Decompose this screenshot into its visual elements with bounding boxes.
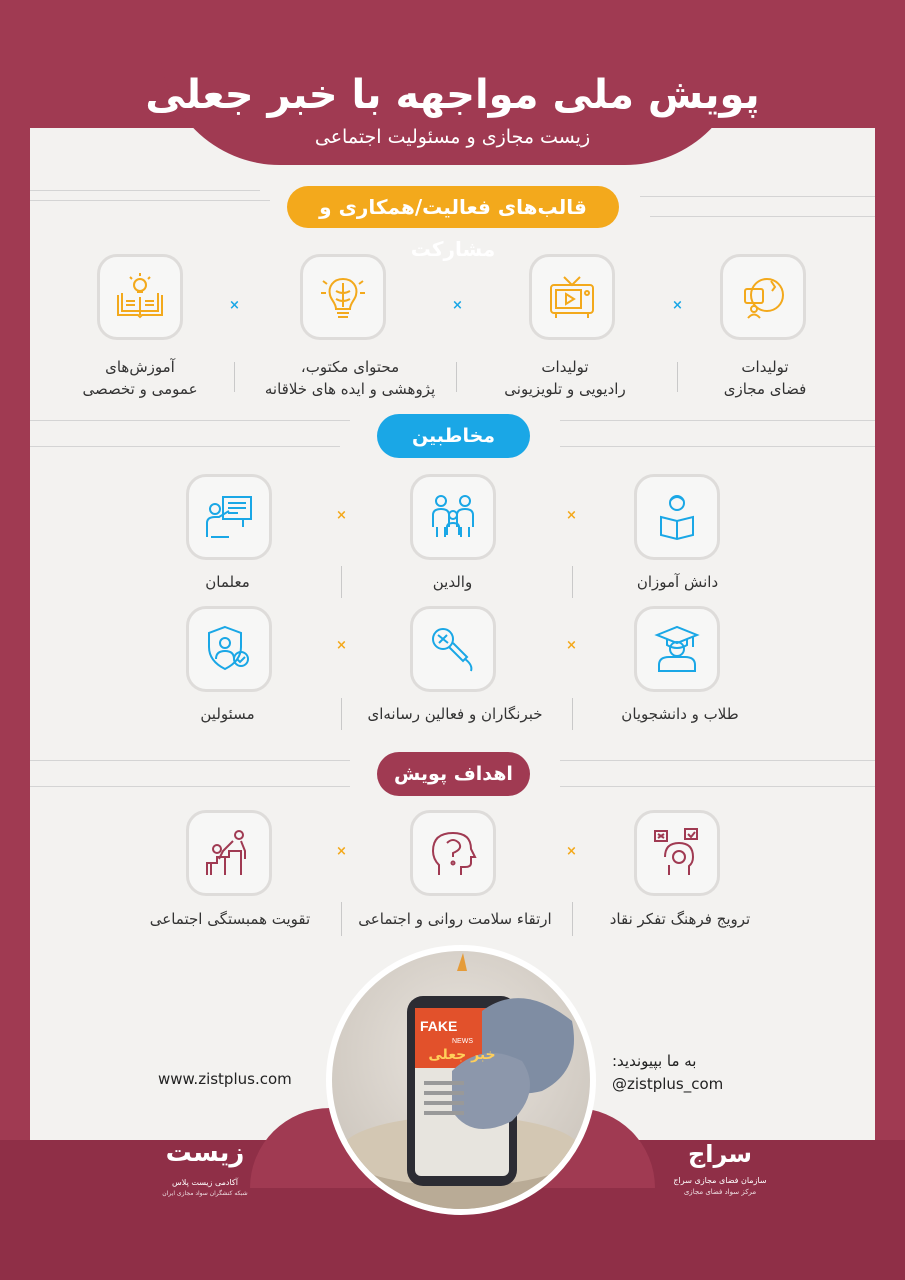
mental-health-icon	[427, 827, 479, 879]
separator	[234, 362, 235, 392]
divider	[560, 760, 875, 761]
website-link[interactable]: www.zistplus.com	[158, 1070, 292, 1088]
card-seminarians	[634, 606, 720, 692]
separator-x: ×	[672, 298, 683, 313]
divider	[560, 786, 875, 787]
divider	[30, 420, 350, 421]
audience-heading: مخاطبین	[377, 414, 530, 458]
news-word: NEWS	[452, 1038, 473, 1045]
card-students	[634, 474, 720, 560]
brain-bulb-icon	[317, 271, 369, 323]
format-label: تولیدات رادیویی و تلویزیونی	[504, 358, 626, 398]
fake-news-illustration	[326, 945, 596, 1215]
separator	[572, 698, 573, 730]
separator	[341, 902, 342, 936]
fake-news-fa: خبر جعلی	[428, 1047, 496, 1063]
family-icon	[427, 491, 479, 543]
divider	[560, 420, 875, 421]
digital-space-icon	[737, 271, 789, 323]
zistplus-logo: زیست	[165, 1138, 245, 1168]
audience-label: مسئولین	[200, 705, 255, 723]
card-digital-space	[720, 254, 806, 340]
separator	[572, 902, 573, 936]
divider	[30, 786, 350, 787]
critical-thinking-icon	[651, 827, 703, 879]
microphone-icon	[427, 623, 479, 675]
separator-x: ×	[566, 638, 577, 653]
seraj-line1: سازمان فضای مجازی سراج	[673, 1176, 767, 1185]
audience-label: دانش آموزان	[636, 573, 719, 591]
seraj-line2: مرکز سواد فضای مجازی	[683, 1188, 757, 1196]
page-title: پویش ملی مواجهه با خبر جعلی	[145, 72, 760, 118]
format-label: آموزش‌های عمومی و تخصصی	[82, 358, 198, 398]
fake-news-picture	[332, 951, 590, 1209]
audience-label: خبرنگاران و فعالین رسانه‌ای	[367, 705, 543, 723]
divider	[560, 446, 875, 447]
seraj-logo: سراج	[687, 1140, 753, 1168]
card-tv	[529, 254, 615, 340]
goals-heading: اهداف پویش	[377, 752, 530, 796]
goal-label: ارتقاء سلامت روانی و اجتماعی	[358, 910, 552, 928]
separator-x: ×	[336, 844, 347, 859]
solidarity-icon	[203, 827, 255, 879]
card-mental-health	[410, 810, 496, 896]
formats-heading: قالب‌های فعالیت/همکاری و مشارکت	[287, 186, 619, 228]
card-journalists	[410, 606, 496, 692]
separator	[341, 566, 342, 598]
shield-person-icon	[203, 623, 255, 675]
student-reading-icon	[651, 491, 703, 543]
separator-x: ×	[566, 844, 577, 859]
goal-label: تقویت همبستگی اجتماعی	[149, 910, 311, 928]
tv-icon	[546, 271, 598, 323]
audience-label: طلاب و دانشجویان	[621, 705, 739, 723]
card-book-bulb	[97, 254, 183, 340]
divider	[650, 216, 875, 217]
zistplus-line1: آکادمی زیست پلاس	[172, 1178, 238, 1187]
separator-x: ×	[336, 508, 347, 523]
fake-word: FAKE	[420, 1018, 458, 1034]
format-label: محتوای مکتوب، پژوهشی و ایده های خلاقانه	[264, 358, 436, 398]
divider	[30, 200, 270, 201]
card-officials	[186, 606, 272, 692]
format-label: تولیدات فضای مجازی	[723, 358, 807, 398]
card-teachers	[186, 474, 272, 560]
separator-x: ×	[336, 638, 347, 653]
divider	[30, 190, 260, 191]
card-critical-thinking	[634, 810, 720, 896]
book-bulb-icon	[114, 271, 166, 323]
separator	[341, 698, 342, 730]
goal-label: ترویج فرهنگ تفکر نقاد	[609, 910, 751, 928]
card-brain-bulb	[300, 254, 386, 340]
zistplus-line2: شبکه کنشگران سواد مجازی ایران	[162, 1190, 248, 1197]
card-parents	[410, 474, 496, 560]
audience-label: والدین	[432, 573, 473, 591]
separator	[677, 362, 678, 392]
divider	[30, 446, 340, 447]
separator	[572, 566, 573, 598]
separator-x: ×	[452, 298, 463, 313]
teacher-icon	[203, 491, 255, 543]
graduate-icon	[651, 623, 703, 675]
separator-x: ×	[229, 298, 240, 313]
separator-x: ×	[566, 508, 577, 523]
card-solidarity	[186, 810, 272, 896]
join-text: به ما بپیوندید:	[612, 1052, 697, 1070]
social-handle[interactable]: @zistplus_com	[612, 1075, 724, 1093]
audience-label: معلمان	[205, 573, 250, 591]
page-subtitle: زیست مجازی و مسئولیت اجتماعی	[314, 126, 591, 148]
separator	[456, 362, 457, 392]
divider	[640, 196, 875, 197]
divider	[30, 760, 350, 761]
